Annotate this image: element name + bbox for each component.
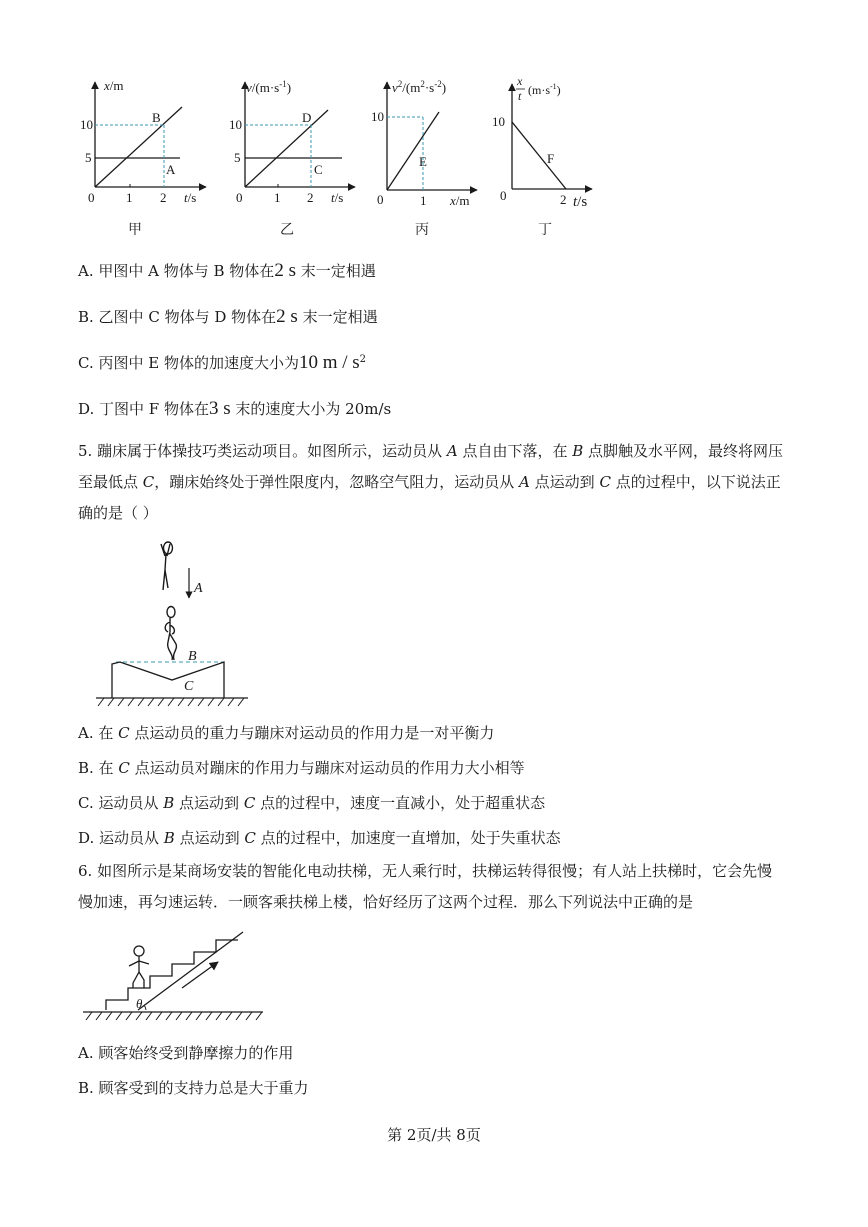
x-tick-0: 0 (236, 190, 243, 205)
y-axis-label: x/m (104, 78, 124, 93)
x-tick-2: 2 (307, 190, 314, 205)
ground-hatching (98, 698, 244, 706)
customer-icon (129, 946, 149, 988)
y-tick-5: 5 (85, 150, 92, 165)
x-axis-label: t/s (331, 190, 344, 205)
y-tick-10: 10 (492, 114, 505, 129)
q5-option-b[interactable]: B. 在 C 点运动员对蹦床的作用力与蹦床对运动员的作用力大小相等 (78, 759, 525, 777)
athlete-bottom-icon (165, 607, 176, 661)
q6-option-a[interactable]: A. 顾客始终受到静摩擦力的作用 (78, 1044, 294, 1062)
graph-bing (365, 72, 485, 242)
escalator-steps (106, 932, 243, 1010)
q4-option-c[interactable]: C. 丙图中 E 物体的加速度大小为10 m / $s^2$ (78, 352, 367, 373)
x-tick-1: 1 (126, 190, 133, 205)
y-axis-label: $v/(m\cdot s^{-1})$ (246, 79, 292, 95)
caption-ding: 丁 (538, 223, 552, 238)
q5-option-a[interactable]: A. 在 C 点运动员的重力与蹦床对运动员的作用力是一对平衡力 (78, 724, 495, 742)
x-tick-1: 1 (274, 190, 281, 205)
fig-label-b: B (188, 649, 197, 664)
y-axis-var-numerator: x (517, 74, 523, 88)
q6-line-1: 6. 如图所示是某商场安装的智能化电动扶梯，无人乘行时，扶梯运转得很慢；有人站上扶梯时，它会先慢 (78, 862, 773, 880)
q6-option-b[interactable]: B. 顾客受到的支持力总是大于重力 (78, 1079, 309, 1097)
x-tick-1: 1 (420, 193, 427, 208)
x-tick-0: 0 (377, 192, 384, 207)
q5-option-c[interactable]: C. 运动员从 B 点运动到 C 点的过程中，速度一直减小，处于超重状态 (78, 794, 546, 812)
graph-ding (490, 72, 600, 242)
q5-option-d[interactable]: D. 运动员从 B 点运动到 C 点的过程中，加速度一直增加，处于失重状态 (78, 829, 561, 847)
q6-line-2: 慢加速，再匀速运转．一顾客乘扶梯上楼，恰好经历了这两个过程．那么下列说法中正确的是 (78, 893, 694, 911)
label-d: D (302, 110, 312, 125)
q6-stem (78, 856, 788, 918)
x-tick-2: 2 (160, 190, 167, 205)
ground-hatching (86, 1012, 262, 1020)
q4-option-b[interactable]: B. 乙图中 C 物体与 D 物体在2 s 末一定相遇 (78, 306, 378, 327)
y-axis-label: $v^2/(m^2\cdot s^{-2})$ (392, 79, 447, 95)
q4-option-a[interactable]: A. 甲图中 A 物体与 B 物体在2 s 末一定相遇 (78, 260, 376, 281)
y-axis-var-denominator: t (518, 89, 522, 103)
label-b: B (152, 110, 161, 125)
angle-theta-label: θ (136, 996, 143, 1011)
caption-yi: 乙 (280, 223, 294, 238)
q4-option-d[interactable]: D. 丁图中 F 物体在3 s 末的速度大小为 20m/s (78, 398, 392, 419)
page-footer: 第 2页/共 8页 (387, 1126, 481, 1144)
x-axis-label: x/m (450, 193, 470, 208)
trampoline-figure (78, 530, 258, 715)
athlete-top-icon (161, 542, 173, 590)
q5-line-2: 至最低点 C，蹦床始终处于弹性限度内，忽略空气阻力，运动员从 A 点运动到 C 点的过程中，以下说法正 (78, 473, 781, 491)
y-tick-10: 10 (371, 109, 384, 124)
trampoline-frame (96, 662, 248, 698)
x-tick-0: 0 (88, 190, 95, 205)
caption-jia: 甲 (128, 223, 142, 238)
q5-line-1: 5. 蹦床属于体操技巧类运动项目。如图所示，运动员从 A 点自由下落，在 B 点脚触及水平网，最终将网压 (78, 442, 784, 460)
caption-bing: 丙 (415, 223, 429, 238)
y-axis-unit: $(m\cdot s^{-1})$ (528, 82, 561, 97)
y-tick-10: 10 (229, 117, 242, 132)
q5-stem (78, 436, 788, 529)
fig-label-a: A (194, 581, 203, 596)
fig-label-c: C (184, 679, 194, 694)
x-axis-label: t/s (184, 190, 197, 205)
label-a: A (166, 162, 176, 177)
label-f: F (547, 151, 555, 166)
label-e: E (419, 154, 427, 169)
x-tick-0: 0 (500, 188, 507, 203)
graph-jia (80, 72, 210, 242)
label-c: C (314, 162, 323, 177)
q5-line-3: 确的是（ ） (78, 504, 158, 522)
y-tick-10: 10 (80, 117, 93, 132)
x-tick-2: 2 (560, 192, 567, 207)
x-axis-label: t/s (573, 194, 588, 210)
graph-yi (228, 72, 358, 242)
y-tick-5: 5 (234, 150, 241, 165)
escalator-figure (78, 928, 268, 1028)
